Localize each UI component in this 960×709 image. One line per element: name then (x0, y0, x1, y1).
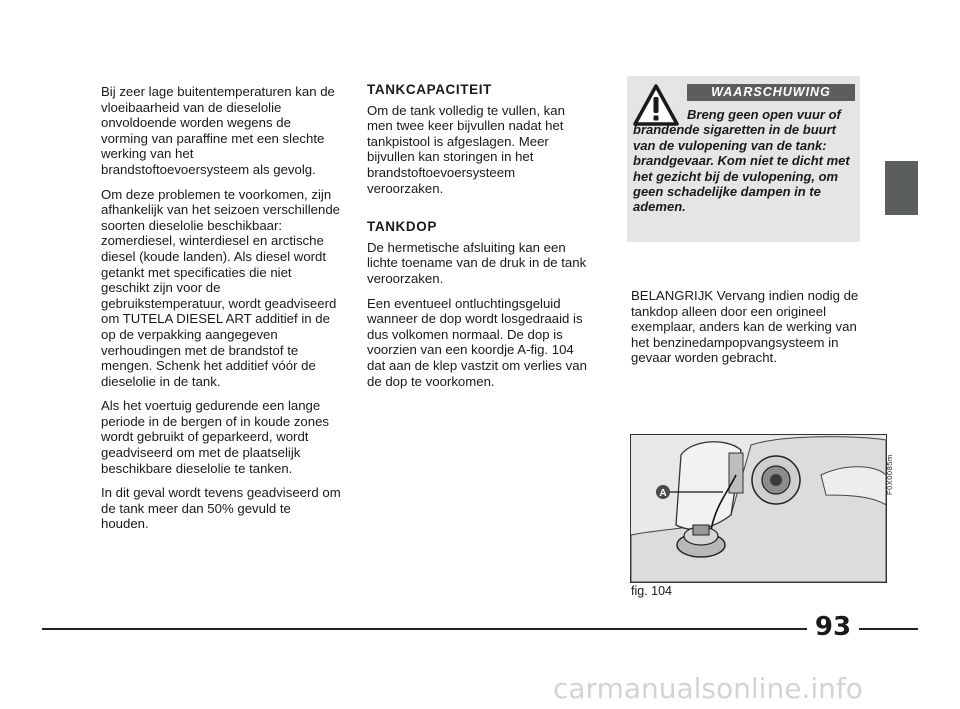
fuel-cap-illustration (630, 434, 887, 583)
footer-rule-left (42, 628, 807, 630)
heading-tankcapaciteit: TANKCAPACITEIT (367, 82, 492, 97)
callout-a: A (659, 488, 667, 499)
important-note: BELANGRIJK Vervang indien nodig de tankdop alleen door een origineel exemplaar, anders kan de werking van het benzinedampopvangsysteem in gevaar worden gebracht. (631, 288, 859, 366)
paragraph-mountains: Als het voertuig gedurende een lange periode in de bergen of in koude zones wordt gebruikt of geparkeerd, wordt geadviseerd om met de plaatselijk beschikbare dieselolie te tanken. (101, 398, 330, 476)
paragraph-tank-fill: In dit geval wordt tevens geadviseerd om de tank meer dan 50% gevuld te houden. (101, 485, 341, 532)
watermark: carmanualsonline.info (553, 672, 863, 705)
chapter-tab (885, 161, 918, 215)
paragraph-venting-noise: Een eventueel ontluchtingsgeluid wanneer de dop wordt losgedraaid is dus volkomen normaal. De dop is voorzien van een koordje A-fig. 104 dat aan de klep vastzit om verlies van de dop te voorkomen. (367, 295, 587, 389)
middle-column (367, 82, 592, 398)
paragraph-tank-capacity: Om de tank volledig te vullen, kan men twee keer bijvullen nadat het tankpistool is afgeslagen. Meer bijvullen kan storingen in het brandstoftoevoersysteem veroorzaken. (367, 102, 565, 196)
left-column (101, 84, 341, 541)
heading-tankdop: TANKDOP (367, 219, 437, 235)
footer-rule-right (859, 628, 918, 630)
fuel-filler-drawing (631, 435, 886, 582)
warning-box (627, 76, 860, 242)
paragraph-low-temperature: Bij zeer lage buitentemperaturen kan de vloeibaarheid van de dieselolie onvoldoende worden wegens de vorming van paraffine met een slechte werking van het brandstoftoevoersysteem als gevolg. (101, 84, 335, 177)
warning-text: Breng geen open vuur of brandende sigaretten in de buurt van de vulopening van de tank: brandgevaar. Kom niet te dicht met het gezicht bij de vulopening, om geen schadelijke dampen in te ademen. (633, 107, 850, 215)
paragraph-hermetic-seal: De hermetische afsluiting kan een lichte toename van de druk in de tank veroorzaken. (367, 239, 587, 286)
figure-code: F0X0085m (885, 454, 894, 495)
page-number: 93 (814, 612, 852, 642)
warning-title: WAARSCHUWING (687, 84, 855, 101)
paragraph-diesel-types: Om deze problemen te voorkomen, zijn afhankelijk van het seizoen verschillende soorten dieselolie beschikbaar: zomerdiesel, winterdiesel en arctische diesel (koude landen). Als diesel wordt getankt met specificaties die niet geschikt zijn voor de gebruikstemperatuur, wordt geadviseerd om TUTELA DIESEL ART additief in de op de verpakking aangegeven verhoudingen met de brandstof te mengen. Schenk het additief vóór de dieselolie in de tank. (101, 186, 340, 389)
figure-caption: fig. 104 (631, 584, 673, 598)
